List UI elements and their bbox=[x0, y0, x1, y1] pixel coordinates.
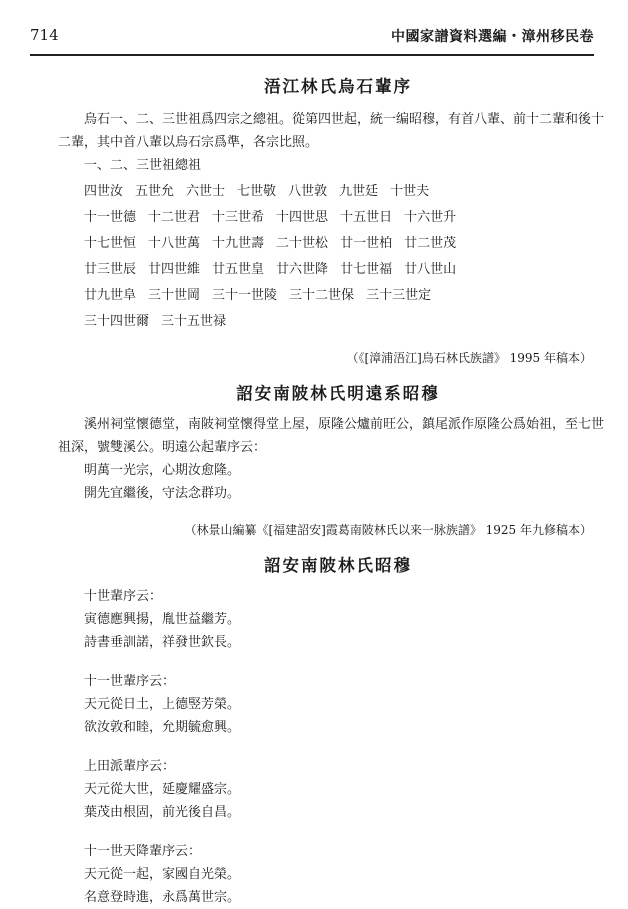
generation-name: 廿六世降 bbox=[276, 262, 329, 277]
intro-line: 祖深，號雙溪公。明遠公起輩序云： bbox=[58, 440, 267, 455]
generation-name: 十一世德 bbox=[84, 210, 137, 225]
verse-heading: 十世輩序云： bbox=[84, 589, 163, 604]
generation-name: 十七世恒 bbox=[84, 236, 137, 251]
running-title: 中國家譜資料選編・漳州移民卷 bbox=[391, 29, 594, 45]
generation-row bbox=[84, 179, 592, 205]
generation-name: 三十一世陵 bbox=[212, 288, 278, 303]
generation-name: 三十五世禄 bbox=[161, 314, 227, 329]
generation-name: 二十世松 bbox=[276, 236, 329, 251]
generation-name: 十世夫 bbox=[390, 184, 430, 199]
verse-line: 明萬一光宗，心期汝愈隆。 bbox=[84, 463, 241, 478]
verse-line: 葉茂由根固，前光後自昌。 bbox=[84, 805, 241, 820]
generation-name: 十三世希 bbox=[212, 210, 265, 225]
verse-line: 天元從一起，家國自光榮。 bbox=[84, 867, 241, 882]
verse-line: 開先宜繼後，守法念群功。 bbox=[84, 486, 241, 501]
verse-group bbox=[84, 840, 592, 909]
generation-name: 廿八世山 bbox=[404, 262, 457, 277]
section-title: 詔安南陂林氏明遠系昭穆 bbox=[236, 384, 440, 403]
generation-name: 十八世萬 bbox=[148, 236, 201, 251]
section-wujiang-lin bbox=[58, 72, 605, 367]
section-title: 詔安南陂林氏昭穆 bbox=[264, 556, 412, 575]
generation-name: 三十四世爾 bbox=[84, 314, 150, 329]
ancestor-line: 一、二、三世祖總祖 bbox=[84, 158, 202, 173]
page-number: 714 bbox=[30, 26, 59, 44]
verse-line: 天元從大世，延慶耀盛宗。 bbox=[84, 782, 241, 797]
generation-row bbox=[84, 205, 592, 231]
page-content bbox=[58, 72, 605, 909]
generation-name: 十九世壽 bbox=[212, 236, 265, 251]
generation-row bbox=[84, 231, 592, 257]
generation-name: 十四世思 bbox=[276, 210, 329, 225]
verse-line: 欲汝敦和睦，允期毓愈興。 bbox=[84, 720, 241, 735]
generation-row bbox=[84, 309, 592, 335]
verse-heading: 十一世輩序云： bbox=[84, 674, 176, 689]
generation-name: 五世允 bbox=[135, 184, 175, 199]
generation-name: 九世廷 bbox=[339, 184, 379, 199]
generation-row bbox=[84, 283, 592, 309]
generation-name: 廿四世維 bbox=[148, 262, 201, 277]
source-citation: （《[漳浦浯江]烏石林氏族譜》 1995 年稿本） bbox=[346, 351, 592, 365]
intro-line: 烏石一、二、三世祖爲四宗之總祖。從第四世起，統一编昭穆，有首八輩、前十二輩和後十 bbox=[84, 112, 605, 127]
section-nanpi-mingyuan bbox=[58, 379, 605, 539]
verse-line: 天元從日土，上德竪芳榮。 bbox=[84, 697, 241, 712]
verse-line: 寅德應興揚，胤世益繼芳。 bbox=[84, 612, 241, 627]
generation-name: 八世敦 bbox=[288, 184, 328, 199]
verse-line: 詩書垂訓諾，祥發世欽長。 bbox=[84, 635, 241, 650]
verse-line: 名意登時進，永爲萬世宗。 bbox=[84, 890, 241, 905]
verse-heading: 上田派輩序云： bbox=[84, 759, 176, 774]
generation-name: 七世敬 bbox=[237, 184, 277, 199]
source-citation: （林景山編纂《[福建詔安]霞葛南陂林氏以来一脉族譜》 1925 年九修稿本） bbox=[184, 523, 592, 537]
generation-name: 六世士 bbox=[186, 184, 226, 199]
generation-name: 廿三世辰 bbox=[84, 262, 137, 277]
generation-name: 廿五世皇 bbox=[212, 262, 265, 277]
generation-list bbox=[84, 179, 592, 335]
generation-name: 三十三世定 bbox=[366, 288, 432, 303]
generation-name: 三十二世保 bbox=[289, 288, 355, 303]
verse-group bbox=[84, 585, 592, 654]
intro-line: 溪州祠堂懷德堂，南陂祠堂懷得堂上屋，原隆公爐前旺公，鎮尾派作原隆公爲始祖，至七世 bbox=[84, 417, 605, 432]
generation-name: 三十世岡 bbox=[148, 288, 201, 303]
generation-name: 十二世君 bbox=[148, 210, 201, 225]
generation-name: 十五世日 bbox=[340, 210, 393, 225]
section-title: 浯江林氏烏石輩序 bbox=[264, 77, 412, 96]
section-nanpi-zhaomu bbox=[84, 551, 592, 909]
generation-name: 四世汝 bbox=[84, 184, 124, 199]
verse-group bbox=[84, 670, 592, 739]
generation-row bbox=[84, 257, 592, 283]
generation-name: 廿二世茂 bbox=[404, 236, 457, 251]
intro-line: 二輩，其中首八輩以烏石宗爲準，各宗比照。 bbox=[58, 135, 319, 150]
generation-name: 廿九世阜 bbox=[84, 288, 137, 303]
header-rule bbox=[30, 54, 594, 56]
verse-heading: 十一世天降輩序云： bbox=[84, 844, 202, 859]
page-header bbox=[30, 24, 594, 50]
generation-name: 十六世升 bbox=[404, 210, 457, 225]
generation-name: 廿七世福 bbox=[340, 262, 393, 277]
generation-name: 廿一世柏 bbox=[340, 236, 393, 251]
verse-group bbox=[84, 755, 592, 824]
